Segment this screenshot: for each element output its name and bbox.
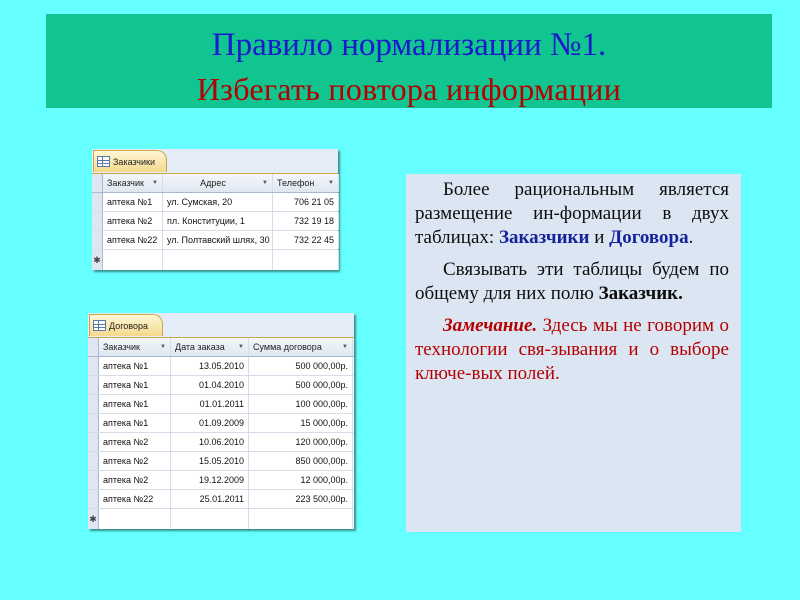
cell-customer[interactable]: аптека №1 (99, 414, 171, 432)
row-selector[interactable] (88, 471, 99, 489)
cell-customer[interactable] (99, 509, 171, 529)
cell-address[interactable]: ул. Полтавский шлях, 30 (163, 231, 273, 249)
title-banner (46, 14, 772, 108)
cell-date[interactable]: 01.04.2010 (171, 376, 249, 394)
slide-title: Правило нормализации №1. (211, 27, 607, 63)
row-selector[interactable] (88, 357, 99, 375)
cell-customer[interactable]: аптека №2 (99, 433, 171, 451)
cell-customer[interactable]: аптека №1 (99, 357, 171, 375)
cell-phone[interactable] (273, 250, 339, 270)
cell-customer[interactable]: аптека №2 (103, 212, 163, 230)
customers-table (92, 149, 338, 270)
cell-sum[interactable] (249, 509, 353, 529)
dropdown-arrow-icon[interactable]: ▼ (238, 344, 244, 350)
cell-customer[interactable]: аптека №2 (99, 452, 171, 470)
cell-sum[interactable]: 12 000,00р. (249, 471, 353, 489)
contracts-table (88, 313, 354, 529)
customers-col-customer[interactable]: Заказчик ▼ (103, 174, 163, 192)
new-record-icon: ✱ (88, 509, 99, 529)
cell-sum[interactable]: 223 500,00р. (249, 490, 353, 508)
row-selector[interactable] (92, 231, 103, 249)
table-row[interactable] (88, 376, 354, 395)
customers-grid (92, 174, 338, 270)
table-row[interactable] (88, 357, 354, 376)
cell-date[interactable] (171, 509, 249, 529)
cell-phone[interactable]: 732 22 45 (273, 231, 339, 249)
cell-sum[interactable]: 500 000,00р. (249, 357, 353, 375)
cell-sum[interactable]: 500 000,00р. (249, 376, 353, 394)
cell-date[interactable]: 19.12.2009 (171, 471, 249, 489)
table-name-customers: Заказчики (498, 227, 590, 248)
row-selector[interactable] (92, 212, 103, 230)
new-record-icon: ✱ (92, 250, 103, 270)
cell-sum[interactable]: 850 000,00р. (249, 452, 353, 470)
contracts-tab[interactable] (89, 314, 163, 336)
row-selector[interactable] (88, 452, 99, 470)
customers-col-phone[interactable]: Телефон ▼ (273, 174, 339, 192)
table-row[interactable] (88, 471, 354, 490)
row-selector[interactable] (88, 433, 99, 451)
contracts-col-date[interactable]: Дата заказа ▼ (171, 338, 249, 356)
table-row[interactable] (92, 212, 338, 231)
dropdown-arrow-icon[interactable]: ▼ (262, 180, 268, 186)
cell-sum[interactable]: 100 000,00р. (249, 395, 353, 413)
row-selector[interactable] (88, 414, 99, 432)
cell-address[interactable]: пл. Конституции, 1 (163, 212, 273, 230)
cell-date[interactable]: 25.01.2011 (171, 490, 249, 508)
paragraph-note: Замечание. Здесь мы не говорим о технологии свя-зывания и о выборе ключе-вых полей. (415, 315, 729, 384)
cell-customer[interactable]: аптека №22 (103, 231, 163, 249)
select-all-cell[interactable] (92, 174, 103, 192)
cell-address[interactable] (163, 250, 273, 270)
new-record-row[interactable] (92, 250, 338, 270)
customers-header-row (92, 174, 338, 193)
explanation-panel (406, 174, 741, 532)
table-name-contracts: Договора (609, 227, 689, 248)
customers-tab-bar (92, 149, 338, 174)
contracts-grid (88, 338, 354, 529)
customers-tab[interactable] (93, 150, 167, 172)
note-label: Замечание. (443, 315, 538, 336)
cell-date[interactable]: 13.05.2010 (171, 357, 249, 375)
customers-col-address[interactable]: Адрес ▼ (163, 174, 273, 192)
table-row[interactable] (88, 395, 354, 414)
cell-address[interactable]: ул. Сумская, 20 (163, 193, 273, 211)
table-row[interactable] (92, 231, 338, 250)
cell-phone[interactable]: 732 19 18 (273, 212, 339, 230)
paragraph-rational: Более рациональным является размещение ин-формации в двух таблицах: Заказчики и Договора. (415, 179, 729, 248)
table-row[interactable] (88, 490, 354, 509)
dropdown-arrow-icon[interactable]: ▼ (342, 344, 348, 350)
row-selector[interactable] (88, 376, 99, 394)
table-row[interactable] (92, 193, 338, 212)
cell-sum[interactable]: 15 000,00р. (249, 414, 353, 432)
cell-customer[interactable]: аптека №1 (99, 376, 171, 394)
contracts-col-sum[interactable]: Сумма договора ▼ (249, 338, 353, 356)
dropdown-arrow-icon[interactable]: ▼ (152, 180, 158, 186)
cell-sum[interactable]: 120 000,00р. (249, 433, 353, 451)
contracts-tab-bar (88, 313, 354, 338)
cell-customer[interactable]: аптека №22 (99, 490, 171, 508)
select-all-cell[interactable] (88, 338, 99, 356)
row-selector[interactable] (88, 395, 99, 413)
customers-tab-label: Заказчики (113, 156, 155, 167)
cell-date[interactable]: 01.09.2009 (171, 414, 249, 432)
cell-date[interactable]: 15.05.2010 (171, 452, 249, 470)
cell-customer[interactable] (103, 250, 163, 270)
key-field-name: Заказчик. (598, 283, 683, 304)
paragraph-link: Связывать эти таблицы будем по общему для них полю Заказчик. (415, 259, 729, 304)
cell-date[interactable]: 10.06.2010 (171, 433, 249, 451)
dropdown-arrow-icon[interactable]: ▼ (328, 180, 334, 186)
dropdown-arrow-icon[interactable]: ▼ (160, 344, 166, 350)
table-row[interactable] (88, 452, 354, 471)
cell-date[interactable]: 01.01.2011 (171, 395, 249, 413)
cell-phone[interactable]: 706 21 05 (273, 193, 339, 211)
table-icon (93, 320, 106, 331)
contracts-header-row (88, 338, 354, 357)
row-selector[interactable] (88, 490, 99, 508)
table-icon (97, 156, 110, 167)
table-row[interactable] (88, 433, 354, 452)
cell-customer[interactable]: аптека №1 (99, 395, 171, 413)
contracts-col-customer[interactable]: Заказчик ▼ (99, 338, 171, 356)
slide-subtitle: Избегать повтора информации (196, 71, 622, 107)
table-row[interactable] (88, 414, 354, 433)
new-record-row[interactable] (88, 509, 354, 529)
contracts-tab-label: Договора (109, 320, 148, 331)
row-selector[interactable] (92, 193, 103, 211)
cell-customer[interactable]: аптека №1 (103, 193, 163, 211)
cell-customer[interactable]: аптека №2 (99, 471, 171, 489)
